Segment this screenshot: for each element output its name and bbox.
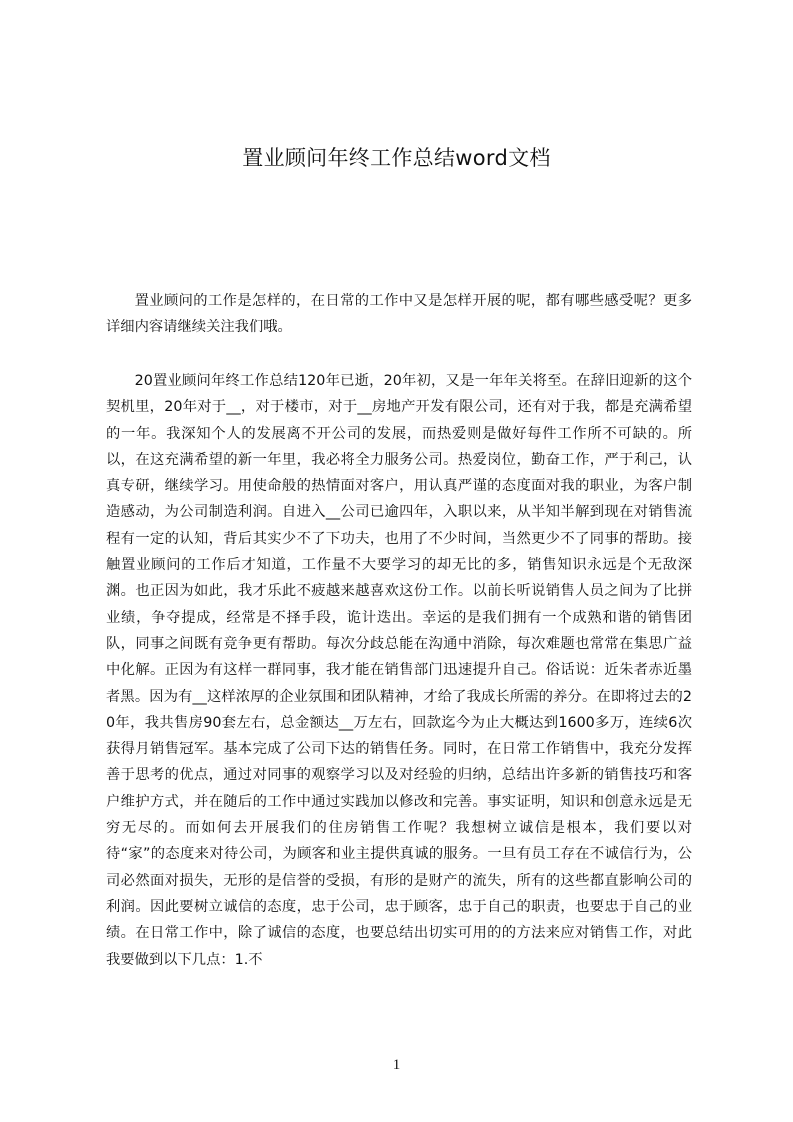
document-title: 置业顾问年终工作总结word文档 bbox=[242, 146, 551, 170]
intro-paragraph: 置业顾问的工作是怎样的，在日常的工作中又是怎样开展的呢，都有哪些感受呢？更多详细内容请继续关注我们哦。 bbox=[106, 293, 692, 336]
body-paragraph: 20置业顾问年终工作总结120年已逝，20年初，又是一年年关将至。在辞旧迎新的这个契机里，20年对于__，对于楼市，对于__房地产开发有限公司，还有对于我，都是充满希望的一年。我深知个人的发展离不开公司的发展，而热爱则是做好每件工作所不可缺的。所以，在这充满希望的新一年里，我必将全力服务公司。热爱岗位，勤奋工作，严于利己，认真专研，继续学习。用使命般的热情面对客户，用认真严谨的态度面对我的职业，为客户制造感动，为公司制造利润。自进入__公司已逾四年，入职以来，从半知半解到现在对销售流程有一定的认知，背后其实少不了下功夫，也用了不少时间，当然更少不了同事的帮助。接触置业顾问的工作后才知道，工作量不大要学习的却无比的多，销售知识永远是个无敌深渊。也正因为如此，我才乐此不疲越来越喜欢这份工作。以前长听说销售人员之间为了比拼业绩，争夺提成，经常是不择手段，诡计迭出。幸运的是我们拥有一个成熟和谐的销售团队，同事之间既有竞争更有帮助。每次分歧总能在沟通中消除，每次难题也常常在集思广益中化解。正因为有这样一群同事，我才能在销售部门迅速提升自己。俗话说：近朱者赤近墨者黑。因为有__这样浓厚的企业氛围和团队精神，才给了我成长所需的养分。在即将过去的20年，我共售房90套左右，总金额达__万左右，回款迄今为止大概达到1600多万，连续6次获得月销售冠军。基本完成了公司下达的销售任务。同时，在日常工作销售中，我充分发挥善于思考的优点，通过对同事的观察学习以及对经验的归纳，总结出许多新的销售技巧和客户维护方式，并在随后的工作中通过实践加以修改和完善。事实证明，知识和创意永远是无穷无尽的。而如何去开展我们的住房销售工作呢？我想树立诚信是根本，我们要以对待“家”的态度来对待公司，为顾客和业主提供真诚的服务。一旦有员工存在不诚信行为，公司必然面对损失，无形的是信誉的受损，有形的是财产的流失，所有的这些都直影响公司的利润。因此要树立诚信的态度，忠于公司，忠于顾客，忠于自己的职责，也要忠于自己的业绩。在日常工作中，除了诚信的态度，也要总结出切实可用的的方法来应对销售工作，对此我要做到以下几点：1.不 bbox=[106, 373, 692, 968]
page-number: 1 bbox=[392, 1057, 401, 1073]
